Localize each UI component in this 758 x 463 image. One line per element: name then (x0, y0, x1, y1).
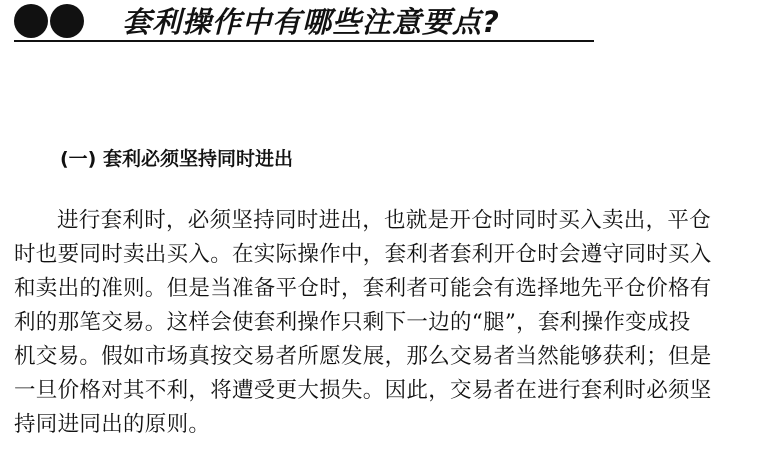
paragraph-line: 机交易。假如市场真按交易者所愿发展，那么交易者当然能够获利；但是 (14, 344, 712, 369)
black-dot-icon (50, 4, 84, 38)
paragraph-line: 进行套利时，必须坚持同时进出，也就是开仓时同时买入卖出，平仓 (57, 208, 712, 233)
paragraph-line: 一旦价格对其不利，将遭受更大损失。因此，交易者在进行套利时必须坚 (14, 378, 712, 403)
page-title: 套利操作中有哪些注意要点? (122, 5, 500, 39)
subsection-heading: (一) 套利必须坚持同时进出 (60, 148, 293, 170)
section-header (14, 2, 594, 42)
paragraph-line: 和卖出的准则。但是当准备平仓时，套利者可能会有选择地先平仓价格有 (14, 276, 712, 301)
title-underline (14, 40, 594, 42)
body-paragraph (14, 204, 754, 442)
paragraph-line: 利的那笔交易。这样会使套利操作只剩下一边的“腿”，套利操作变成投 (14, 310, 691, 335)
black-dot-icon (14, 4, 48, 38)
paragraph-line: 持同进同出的原则。 (14, 412, 211, 437)
paragraph-line: 时也要同时卖出买入。在实际操作中，套利者套利开仓时会遵守同时买入 (14, 242, 712, 267)
